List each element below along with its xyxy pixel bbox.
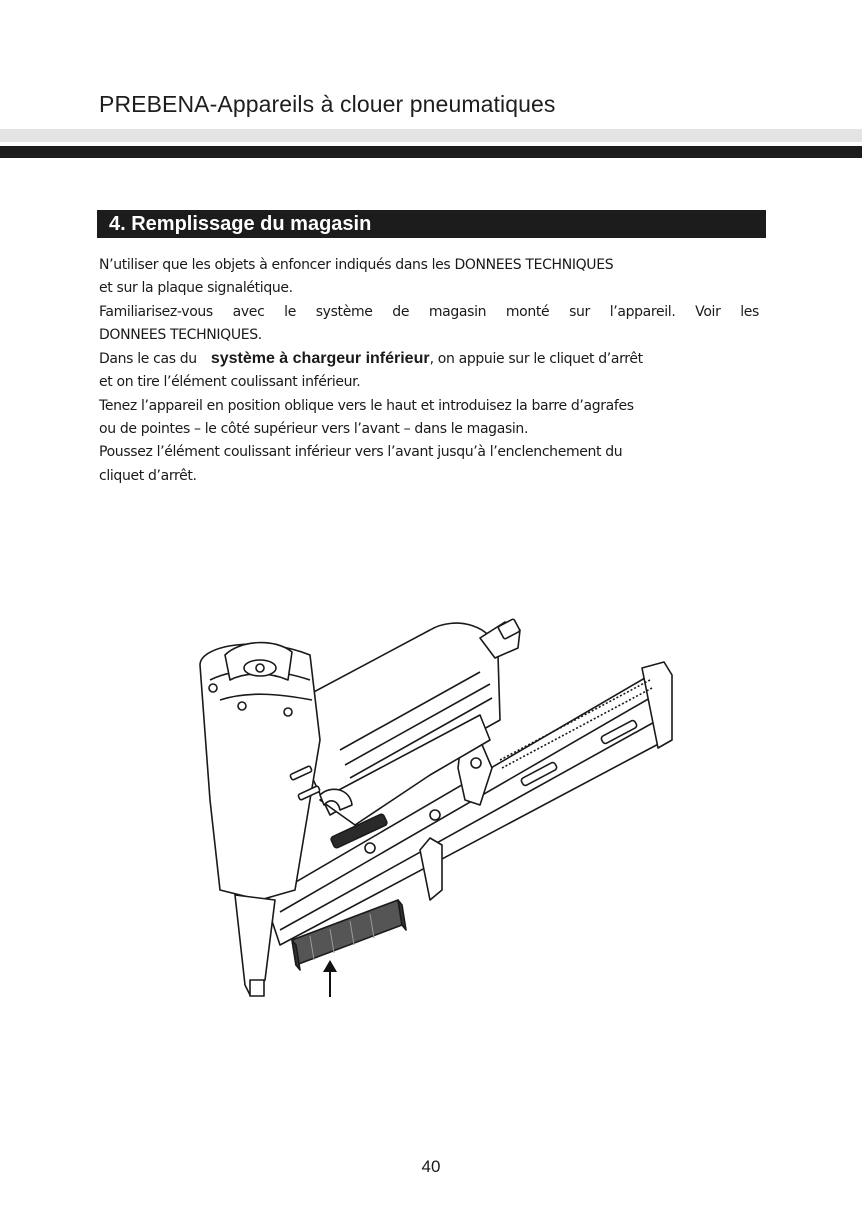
text-line-with-emphasis [99,347,759,371]
text-line: Familiarisez-vous avec le système de magasin monté sur l’appareil. Voir les [99,303,759,320]
nailer-illustration [180,600,680,1010]
text-line: et on tire l’élément coulissant inférieur. [99,374,361,391]
text-line: cliquet d’arrêt. [99,467,197,484]
instruction-text [99,254,759,488]
document-header-title: PREBENA-Appareils à clouer pneumatiques [99,91,556,117]
text-line: et sur la plaque signalétique. [99,280,293,297]
page-number: 40 [421,1157,441,1176]
emphasized-term: système à chargeur inférieur [210,350,430,368]
text-fragment: , on appuie sur le cliquet d’arrêt [429,351,643,368]
text-line: Tenez l’appareil en position oblique vers le haut et introduisez la barre d’agrafes [99,397,634,414]
text-line: Poussez l’élément coulissant inférieur vers l’avant jusqu’à l’enclenchement du [99,444,623,461]
magazine-slider [420,838,442,900]
section-heading-bar [97,210,766,238]
text-line: N’utiliser que les objets à enfoncer indiqués dans les DONNEES TECHNIQUES [99,257,614,273]
header-dark-rule [0,146,862,158]
pneumatic-nailer-drawing [180,600,680,1010]
section-title: 4. Remplissage du magasin [109,213,372,235]
text-line: ou de pointes – le côté supérieur vers l’avant – dans le magasin. [99,421,529,438]
text-fragment: Dans le cas du [99,351,197,368]
header-light-rule [0,129,862,142]
insertion-arrow [323,960,337,997]
text-line: DONNEES TECHNIQUES. [99,326,262,343]
